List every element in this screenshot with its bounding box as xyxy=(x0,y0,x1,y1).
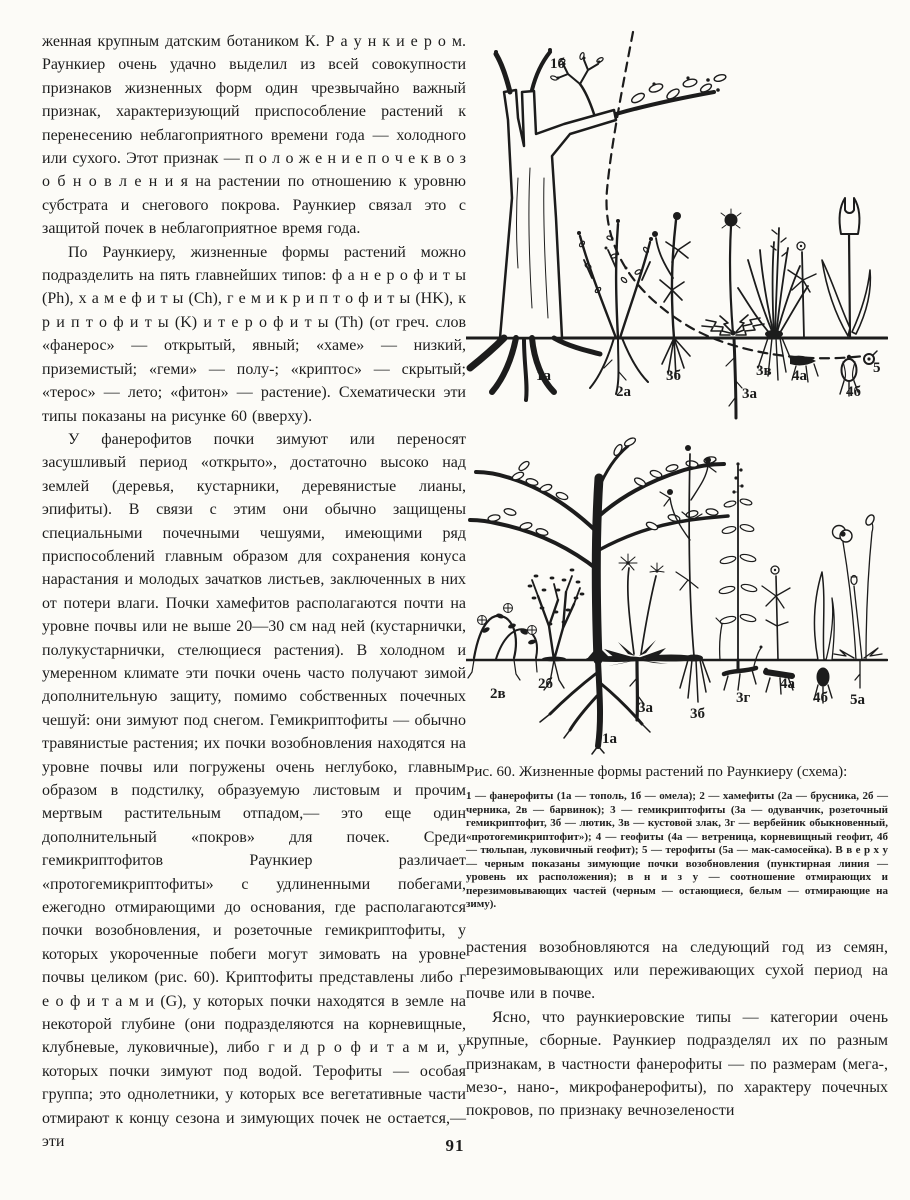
figure-label: 2б xyxy=(538,676,553,692)
figure-label: 3б xyxy=(690,706,705,722)
figure-label: 4а xyxy=(780,676,795,692)
figure-label: 4б xyxy=(846,384,861,400)
left-paragraph-2: По Раункиеру, жизненные формы растений можно подразделить на пять главнейших типов: ф а н е р о ф и т ы (Ph), х а м е ф и т ы (Ch), г е м и к р и п т о ф и т ы (HK), к р и п т о ф и т ы (K) и т е р о ф и т ы (Th) (от греч. слов «фанерос» — открытый, явный; «хаме» — низкий, приземистый; «геми» — полу-; «криптос» — скрытый; «терос» — лето; «фитон» — растение). Схематически эти типы показаны на рисунке 60 (вверху). xyxy=(42,243,466,425)
figure-label: 3а xyxy=(638,700,653,716)
figure-label: 1а xyxy=(602,731,617,747)
tulip-4b xyxy=(814,572,834,703)
figure-label: 4б xyxy=(813,690,828,706)
right-column xyxy=(466,28,888,1123)
figure-label: 4а xyxy=(792,368,807,384)
left-paragraph-3: У фанерофитов почки зимуют или переносят засушливый период «открыто», достаточно высоко над землей (деревья, кустарники, деревянистые лианы, эпифиты). В связи с этим они обычно защищены специальными почечными чешуями, имеющими ряд приспособлений главным образом для сохранения конуса нарастания и молодых зачатков листьев, заключенных в них от потери влаги. Почки хамефитов располагаются почти на уровне почвы или не выше 20—30 см над ней (кустарнички, полукустарнички, стелющиеся растения). В холодном и умеренном климате эти почки очень часто получают зимой дополнительную защиту, помимо собственных почечных чешуй: они зимуют под снегом. Гемикриптофиты — обычно травянистые растения; их почки возобновления находятся на уровне почвы или погружены очень неглубоко, главным образом в подстилку, образуемую листовым и прочим мертвым растительным отпадом,— это еще один дополнительный «покров» для почек. Среди гемикриптофитов Раункиер различает «протогемикриптофиты» с удлиненными побегами, ежегодно отмирающими до основания, где располагаются почки возобновления, и розеточные гемикриптофиты, у которых укороченные побеги могут зимовать на уровне почвы целиком (рис. 60). Криптофиты представлены либо г е о ф и т а м и (G), у которых почки находятся в земле на некоторой глубине (они подразделяются на корневищные, клубневые, луковичные), либо г и д р о ф и т а м и, у которых почки зимуют под водой. Терофиты — особая группа; это однолетники, у которых все вегетативные части отмирают к концу сезона и зимующих почек не остается,— эти xyxy=(42,430,466,1151)
bud-level-dashed-line xyxy=(606,32,864,358)
tulip-geophyte-4b xyxy=(822,198,870,396)
tree-poplar-1a xyxy=(470,48,727,400)
figure-label: 3г xyxy=(736,690,751,706)
figure-label: 3а xyxy=(742,386,757,402)
periwinkle-2v xyxy=(468,604,537,681)
figure-label: 2а xyxy=(616,384,631,400)
figure-label: 5а xyxy=(850,692,865,708)
figure-caption: Рис. 60. Жизненные формы растений по Раункиеру (схема): xyxy=(466,764,848,780)
figure-label: 2в xyxy=(490,686,506,702)
right-column-text xyxy=(466,936,888,1123)
right-paragraph-1: растения возобновляются на следующий год из семян, перезимовывающих или переживающих сухой период на почве или в почве. xyxy=(466,938,888,1003)
figure-60-bottom xyxy=(466,420,888,757)
figure-label: 1а xyxy=(536,368,551,384)
figure-label: 3б xyxy=(666,368,681,384)
buttercup-3b xyxy=(652,212,690,378)
left-paragraph-1: женная крупным датским ботаником К. Р а у н к и е р о м. Раункиер очень удачно выделил из всей совокупности признаков жизненных форм один чрезвычайно важный признак, характеризующий приспособление растений к перенесению неблагоприятного времени года — холодного или сухого. Этот признак — п о л о ж е н и е п о ч е к в о з о б н о в л е н и я на растении по отношению к уровню субстрата и снегового покрова. Раункиер связал это с защитой почек в неблагоприятное время года. xyxy=(42,33,466,238)
figure-label: 3в xyxy=(756,363,772,379)
right-paragraph-2: Ясно, что раункиеровские типы — категории очень крупные, сборные. Раункиер подразделял их по разным признакам, в частности фанерофиты — по размерам (мега-, мезо-, нано-, микрофанерофиты), по характеру почечных покровов, по признаку вечнозелености xyxy=(466,1008,888,1120)
left-column xyxy=(42,30,466,1154)
page-number: 91 xyxy=(445,1136,465,1155)
anemone-4a xyxy=(762,566,793,694)
figure-60-top xyxy=(466,28,888,420)
figure-label: 1б xyxy=(550,56,565,72)
figure-legend: 1 — фанерофиты (1а — тополь, 1б — омела); 2 — хамефиты (2а — брусника, 2б — черника, 2в — барвинок); 3 — гемикриптофиты (3а — одуванчик, розеточный гемикриптофит, 3б — лютик, 3в — кустовой злак, 3г — вербейник обыкновенный, «протогемикриптофит»); 4 — геофиты (4а — ветреница, корневищный геофит, 4б — тюльпан, луковичный геофит); 5 — терофиты (5а — мак-самосейка). В в е р х у — черным показаны зимующие почки возобновления (пунктирная линия — уровень их расположения); в н и з у — соотношение отмирающих и перезимовывающих частей (черным — остающиеся, белым — отмирающие на зиму). xyxy=(466,790,888,910)
figure-label: 5 xyxy=(873,360,881,376)
buttercup-3b xyxy=(660,445,728,702)
poppy-5a xyxy=(833,513,883,688)
lysimachia-3g xyxy=(718,462,762,690)
